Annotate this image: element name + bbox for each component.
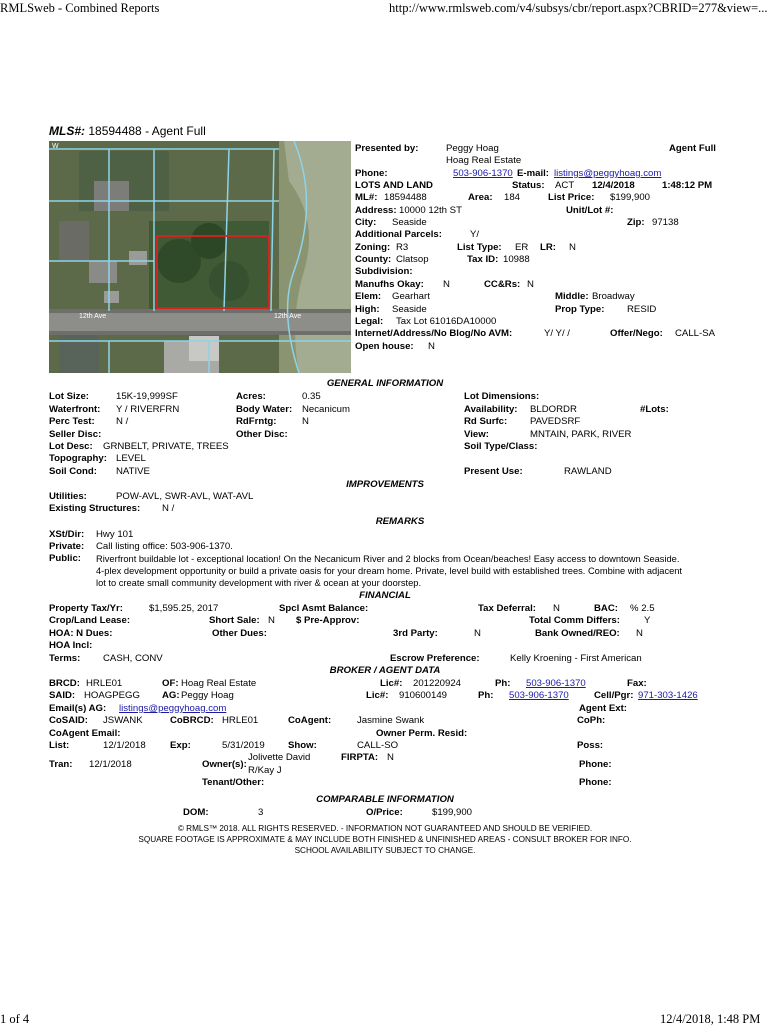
ml-value: 18594488 bbox=[384, 192, 427, 203]
address-label: Address: bbox=[355, 205, 397, 216]
agent-value: Peggy Hoag bbox=[181, 690, 234, 701]
terms-value: CASH, CONV bbox=[103, 653, 163, 664]
status-label: Status: bbox=[512, 180, 545, 191]
coagent-value: Jasmine Swank bbox=[357, 715, 425, 726]
bac-label: BAC: bbox=[594, 603, 618, 614]
owner-phone-label: Phone: bbox=[579, 759, 612, 770]
owner-perm-label: Owner Perm. Resid: bbox=[376, 728, 468, 739]
cobrcd-value: HRLE01 bbox=[222, 715, 259, 726]
short-sale-value: N bbox=[268, 615, 275, 626]
view-value: MNTAIN, PARK, RIVER bbox=[530, 429, 632, 440]
public-remarks-label: Public: bbox=[49, 553, 81, 564]
tenant-other-label: Tenant/Other: bbox=[202, 777, 265, 788]
list-type-label: List Type: bbox=[457, 242, 502, 253]
manufhs-label: Manufhs Okay: bbox=[355, 279, 424, 290]
email-label: E-mail: bbox=[517, 168, 549, 179]
remarks-heading: REMARKS bbox=[375, 516, 425, 527]
comparable-heading: COMPARABLE INFORMATION bbox=[316, 794, 454, 805]
middle-label: Middle: bbox=[555, 291, 589, 302]
spcl-asmt-label: Spcl Asmt Balance: bbox=[279, 603, 369, 614]
city-label: City: bbox=[355, 217, 377, 228]
lic-2-label: Lic#: bbox=[366, 690, 389, 701]
terms-label: Terms: bbox=[49, 653, 81, 664]
elem-label: Elem: bbox=[355, 291, 382, 302]
office-label: OF: bbox=[162, 678, 179, 689]
acres-label: Acres: bbox=[236, 391, 266, 402]
aerial-map bbox=[49, 141, 351, 373]
escrow-pref-label: Escrow Preference: bbox=[390, 653, 480, 664]
page-number: 1 of 4 bbox=[0, 1012, 30, 1026]
private-remarks-label: Private: bbox=[49, 541, 85, 552]
emails-link[interactable]: listings@peggyhoag.com bbox=[119, 703, 227, 714]
mls-label: MLS#: bbox=[49, 124, 85, 138]
hoa-dues-label: HOA: N Dues: bbox=[49, 628, 113, 639]
agent-ext-label: Agent Ext: bbox=[579, 703, 627, 714]
map-corner-label: W bbox=[52, 143, 59, 150]
cross-street-value: Hwy 101 bbox=[96, 529, 134, 540]
phone-link[interactable]: 503-906-1370 bbox=[453, 168, 513, 179]
open-house-value: N bbox=[428, 341, 435, 352]
topography-label: Topography: bbox=[49, 453, 107, 464]
zip-value: 97138 bbox=[652, 217, 679, 228]
lot-size-label: Lot Size: bbox=[49, 391, 89, 402]
show-value: CALL-SO bbox=[357, 740, 399, 751]
coph-label: CoPh: bbox=[577, 715, 606, 726]
area-label: Area: bbox=[468, 192, 493, 203]
broker-heading: BROKER / AGENT DATA bbox=[329, 665, 441, 676]
said-value: HOAGPEGG bbox=[84, 690, 140, 701]
ml-label: ML#: bbox=[355, 192, 378, 203]
existing-structures-label: Existing Structures: bbox=[49, 503, 141, 514]
ph-1-link[interactable]: 503-906-1370 bbox=[526, 678, 586, 689]
presented-by-label: Presented by: bbox=[355, 143, 419, 154]
additional-parcels-value: Y/ bbox=[470, 229, 480, 240]
dom-label: DOM: bbox=[183, 807, 209, 818]
availability-value: BLDORDR bbox=[530, 404, 577, 415]
legal-value: Tax Lot 61016DA10000 bbox=[396, 316, 497, 327]
crop-lease-label: Crop/Land Lease: bbox=[49, 615, 131, 626]
lr-value: N bbox=[569, 242, 576, 253]
total-comm-label: Total Comm Differs: bbox=[529, 615, 620, 626]
owners-label: Owner(s): bbox=[202, 759, 247, 770]
coagent-label: CoAgent: bbox=[288, 715, 332, 726]
exp-date-value: 5/31/2019 bbox=[222, 740, 265, 751]
total-comm-value: Y bbox=[644, 615, 651, 626]
seller-disc-label: Seller Disc: bbox=[49, 429, 102, 440]
brcd-value: HRLE01 bbox=[86, 678, 123, 689]
private-remarks-value: Call listing office: 503-906-1370. bbox=[96, 541, 233, 552]
ccrs-value: N bbox=[527, 279, 534, 290]
perc-test-value: N / bbox=[116, 416, 129, 427]
county-value: Clatsop bbox=[396, 254, 429, 265]
pre-approv-label: $ Pre-Approv: bbox=[296, 615, 360, 626]
soil-type-label: Soil Type/Class: bbox=[464, 441, 538, 452]
short-sale-label: Short Sale: bbox=[209, 615, 260, 626]
lot-dimensions-label: Lot Dimensions: bbox=[464, 391, 540, 402]
perc-test-label: Perc Test: bbox=[49, 416, 95, 427]
zoning-label: Zoning: bbox=[355, 242, 391, 253]
zip-label: Zip: bbox=[627, 217, 645, 228]
third-party-value: N bbox=[474, 628, 481, 639]
ph-2-link[interactable]: 503-906-1370 bbox=[509, 690, 569, 701]
waterfront-label: Waterfront: bbox=[49, 404, 101, 415]
report-header bbox=[49, 124, 206, 138]
bank-owned-value: N bbox=[636, 628, 643, 639]
legal-label: Legal: bbox=[355, 316, 384, 327]
tenant-phone-label: Phone: bbox=[579, 777, 612, 788]
cross-street-label: XSt/Dir: bbox=[49, 529, 85, 540]
internet-label: Internet/Address/No Blog/No AVM: bbox=[355, 328, 513, 339]
status-time: 1:48:12 PM bbox=[662, 180, 713, 191]
open-house-label: Open house: bbox=[355, 341, 414, 352]
owner-line-2: R/Kay J bbox=[248, 765, 282, 776]
additional-parcels-label: Additional Parcels: bbox=[355, 229, 442, 240]
utilities-value: POW-AVL, SWR-AVL, WAT-AVL bbox=[116, 491, 254, 502]
original-price-value: $199,900 bbox=[432, 807, 473, 818]
general-info-heading: GENERAL INFORMATION bbox=[326, 378, 444, 389]
internet-value: Y/ Y/ / bbox=[544, 328, 570, 339]
aerial-map-image bbox=[49, 141, 351, 373]
lot-desc-label: Lot Desc: bbox=[49, 441, 93, 452]
tax-deferral-label: Tax Deferral: bbox=[478, 603, 536, 614]
other-disc-label: Other Disc: bbox=[236, 429, 288, 440]
poss-label: Poss: bbox=[577, 740, 604, 751]
public-remarks-line-2: 4-plex development opportunity or build a private oasis for your dream home. Private, level build with established trees. Combine with adjacent bbox=[96, 566, 683, 576]
high-label: High: bbox=[355, 304, 380, 315]
page-url: http://www.rmlsweb.com/v4/subsys/cbr/report.aspx?CBRID=277&view=... bbox=[389, 1, 768, 15]
dom-value: 3 bbox=[258, 807, 264, 818]
soil-cond-label: Soil Cond: bbox=[49, 466, 97, 477]
public-remarks-line-3: lot to create small community development with river & ocean at your doorstep. bbox=[96, 578, 422, 588]
list-price-label: List Price: bbox=[548, 192, 595, 203]
coagent-email-label: CoAgent Email: bbox=[49, 728, 121, 739]
emails-label: Email(s) AG: bbox=[49, 703, 107, 714]
topography-value: LEVEL bbox=[116, 453, 146, 464]
firpta-value: N bbox=[387, 752, 394, 763]
body-water-value: Necanicum bbox=[302, 404, 350, 415]
list-date-value: 12/1/2018 bbox=[103, 740, 146, 751]
property-type-heading: LOTS AND LAND bbox=[355, 180, 433, 191]
fax-label: Fax: bbox=[627, 678, 647, 689]
agent-label: AG: bbox=[162, 690, 180, 701]
public-remarks-line-1: Riverfront buildable lot - exceptional location! On the Necanicum River and 2 blocks from Ocean/beaches! Easy access to downtown Seaside. bbox=[96, 554, 680, 564]
presented-by-name: Peggy Hoag bbox=[446, 143, 499, 154]
view-label: View: bbox=[464, 429, 489, 440]
lic-2-value: 910600149 bbox=[399, 690, 448, 701]
acres-value: 0.35 bbox=[302, 391, 321, 402]
address-value: 10000 12th ST bbox=[399, 205, 462, 216]
escrow-pref-value: Kelly Kroening - First American bbox=[510, 653, 642, 664]
middle-value: Broadway bbox=[592, 291, 635, 302]
lots-count-label: #Lots: bbox=[640, 404, 669, 415]
unit-lot-label: Unit/Lot #: bbox=[566, 205, 614, 216]
existing-structures-value: N / bbox=[162, 503, 175, 514]
tran-date-value: 12/1/2018 bbox=[89, 759, 132, 770]
phone-label: Phone: bbox=[355, 168, 388, 179]
property-tax-value: $1,595.25, 2017 bbox=[149, 603, 219, 614]
list-price-value: $199,900 bbox=[610, 192, 651, 203]
tax-id-value: 10988 bbox=[503, 254, 530, 265]
page-title: RMLSweb - Combined Reports bbox=[0, 1, 160, 15]
other-dues-label: Other Dues: bbox=[212, 628, 267, 639]
ph-2-label: Ph: bbox=[478, 690, 494, 701]
firpta-label: FIRPTA: bbox=[341, 752, 379, 763]
city-value: Seaside bbox=[392, 217, 427, 228]
status-value: ACT bbox=[555, 180, 575, 191]
owner-line-1: Jolivette David bbox=[248, 752, 311, 763]
disclaimer-line-2: SQUARE FOOTAGE IS APPROXIMATE & MAY INCLUDE BOTH FINISHED & UNFINISHED AREAS - CONSULT BROKER FOR INFO. bbox=[138, 835, 632, 844]
lot-desc-value: GRNBELT, PRIVATE, TREES bbox=[103, 441, 229, 452]
said-label: SAID: bbox=[49, 690, 76, 701]
waterfront-value: Y / RIVERFRN bbox=[116, 404, 180, 415]
offer-nego-value: CALL-SA bbox=[675, 328, 715, 339]
road-frontage-value: N bbox=[302, 416, 309, 427]
property-tax-label: Property Tax/Yr: bbox=[49, 603, 123, 614]
list-date-label: List: bbox=[49, 740, 70, 751]
exp-date-label: Exp: bbox=[170, 740, 191, 751]
road-frontage-label: RdFrntg: bbox=[236, 416, 277, 427]
ccrs-label: CC&Rs: bbox=[484, 279, 521, 290]
ph-1-label: Ph: bbox=[495, 678, 511, 689]
lic-1-label: Lic#: bbox=[380, 678, 403, 689]
manufhs-value: N bbox=[443, 279, 450, 290]
improvements-heading: IMPROVEMENTS bbox=[346, 479, 424, 490]
street-label-b: 12th Ave bbox=[274, 313, 302, 320]
brcd-label: BRCD: bbox=[49, 678, 80, 689]
cosaid-label: CoSAID: bbox=[49, 715, 88, 726]
agent-full-label: Agent Full bbox=[669, 143, 716, 154]
street-label: 12th Ave bbox=[79, 313, 107, 320]
cell-label: Cell/Pgr: bbox=[594, 690, 634, 701]
elem-value: Gearhart bbox=[392, 291, 430, 302]
disclaimer-line-3: SCHOOL AVAILABILITY SUBJECT TO CHANGE. bbox=[294, 846, 476, 855]
availability-label: Availability: bbox=[464, 404, 518, 415]
offer-nego-label: Offer/Nego: bbox=[610, 328, 663, 339]
mls-value: 18594488 - Agent Full bbox=[88, 124, 206, 138]
present-use-value: RAWLAND bbox=[564, 466, 612, 477]
disclaimer-line-1: © RMLS™ 2018. ALL RIGHTS RESERVED. - INFORMATION NOT GUARANTEED AND SHOULD BE VERIFIED. bbox=[177, 824, 593, 833]
third-party-label: 3rd Party: bbox=[393, 628, 438, 639]
cell-link[interactable]: 971-303-1426 bbox=[638, 690, 698, 701]
lot-size-value: 15K-19,999SF bbox=[116, 391, 178, 402]
bac-value: % 2.5 bbox=[630, 603, 655, 614]
lr-label: LR: bbox=[540, 242, 556, 253]
area-value: 184 bbox=[504, 192, 521, 203]
road-surface-label: Rd Surfc: bbox=[464, 416, 508, 427]
office-value: Hoag Real Estate bbox=[181, 678, 257, 689]
prop-type-label: Prop Type: bbox=[555, 304, 605, 315]
print-timestamp: 12/4/2018, 1:48 PM bbox=[660, 1012, 761, 1026]
body-water-label: Body Water: bbox=[236, 404, 293, 415]
tran-date-label: Tran: bbox=[49, 759, 73, 770]
cosaid-value: JSWANK bbox=[103, 715, 143, 726]
bank-owned-label: Bank Owned/REO: bbox=[535, 628, 620, 639]
hoa-incl-label: HOA Incl: bbox=[49, 640, 93, 651]
high-value: Seaside bbox=[392, 304, 427, 315]
soil-cond-value: NATIVE bbox=[116, 466, 150, 477]
status-date: 12/4/2018 bbox=[592, 180, 635, 191]
tax-id-label: Tax ID: bbox=[467, 254, 499, 265]
cobrcd-label: CoBRCD: bbox=[170, 715, 214, 726]
prop-type-value: RESID bbox=[627, 304, 657, 315]
show-label: Show: bbox=[288, 740, 317, 751]
presented-by-office: Hoag Real Estate bbox=[446, 155, 522, 166]
zoning-value: R3 bbox=[396, 242, 409, 253]
lic-1-value: 201220924 bbox=[413, 678, 462, 689]
present-use-label: Present Use: bbox=[464, 466, 523, 477]
county-label: County: bbox=[355, 254, 392, 265]
road-surface-value: PAVEDSRF bbox=[530, 416, 581, 427]
financial-heading: FINANCIAL bbox=[359, 590, 411, 601]
email-link[interactable]: listings@peggyhoag.com bbox=[554, 168, 662, 179]
utilities-label: Utilities: bbox=[49, 491, 87, 502]
subdivision-label: Subdivision: bbox=[355, 266, 413, 277]
list-type-value: ER bbox=[515, 242, 529, 253]
original-price-label: O/Price: bbox=[366, 807, 403, 818]
tax-deferral-value: N bbox=[553, 603, 560, 614]
